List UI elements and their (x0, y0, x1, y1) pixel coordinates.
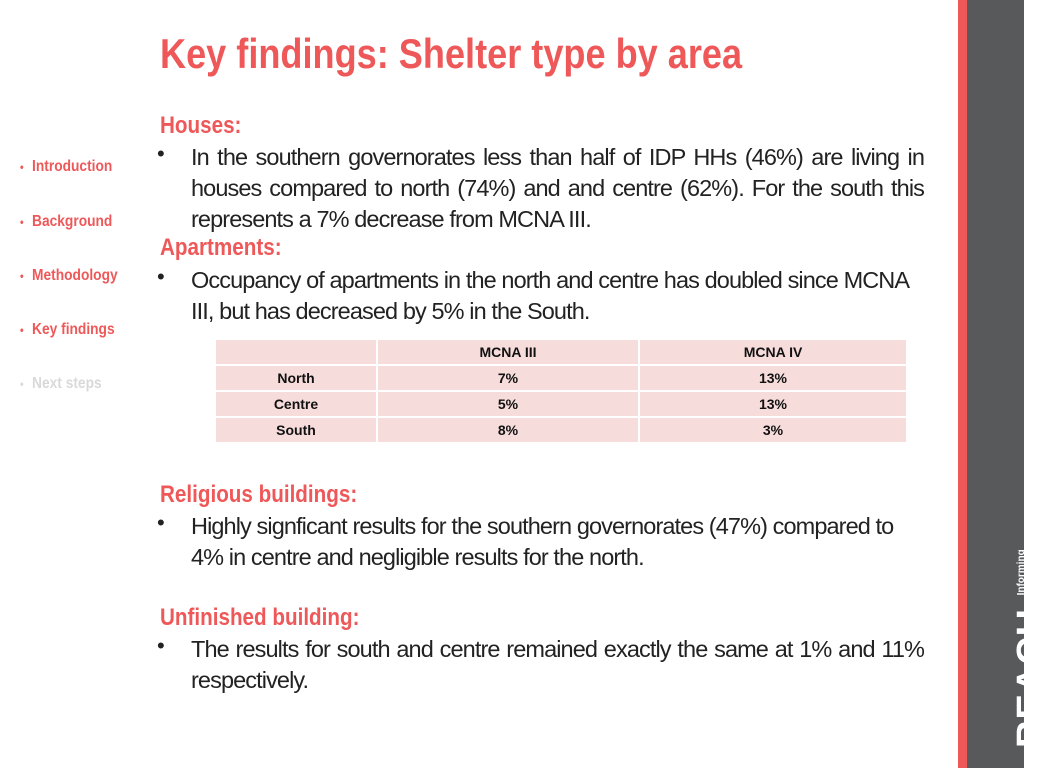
nav-item-label: Next steps (32, 375, 102, 392)
table-cell: 8% (378, 418, 638, 442)
logo-tagline (1017, 500, 1047, 595)
bullet-icon: • (157, 141, 165, 166)
nav-item-label: Introduction (32, 158, 113, 175)
houses-heading: Houses: (160, 112, 242, 139)
table-row (216, 418, 906, 442)
nav-item-label: Key findings (32, 321, 115, 338)
table-cell: North (216, 366, 376, 390)
religious-heading: Religious buildings: (160, 481, 358, 508)
table-row (216, 392, 906, 416)
table-cell: 7% (378, 366, 638, 390)
unfinished-bullet: The results for south and centre remained exactly the same at 1% and 11% respectively. (191, 636, 924, 693)
nav-item-key-findings[interactable] (20, 321, 115, 339)
table-header-cell: MCNA IV (640, 340, 906, 364)
table-cell: 5% (378, 392, 638, 416)
nav-item-background[interactable] (20, 213, 112, 231)
bullet-icon: • (157, 264, 165, 289)
tagline-line: humanitarian action (1035, 500, 1047, 596)
table-header-row (216, 340, 906, 364)
nav-item-methodology[interactable] (20, 267, 118, 285)
table-cell: 13% (640, 392, 906, 416)
page-title: Key findings: Shelter type by area (160, 30, 743, 77)
bullet-icon: • (20, 377, 24, 391)
table-row (216, 366, 906, 390)
bullet-icon: • (20, 160, 24, 174)
bullet-icon: • (20, 269, 24, 283)
apartments-heading: Apartments: (160, 234, 282, 261)
houses-bullet: In the southern governorates less than half of IDP HHs (46%) are living in houses compared to north (74%) and and centre (62%). For the south this represents a 7% decrease from MCNA III. (191, 144, 924, 232)
unfinished-heading: Unfinished building: (160, 604, 360, 631)
bullet-icon: • (157, 510, 165, 535)
bullet-icon: • (157, 633, 165, 658)
logo-word: REACH (1010, 607, 1052, 748)
religious-bullet: Highly signficant results for the southern governorates (47%) compared to 4% in centre and negligible results for the north. (191, 513, 894, 570)
reach-logo (1010, 500, 1053, 748)
bullet-icon: • (20, 323, 24, 337)
table-cell: South (216, 418, 376, 442)
table-cell: 13% (640, 366, 906, 390)
table-header-cell (216, 340, 376, 364)
nav-item-label: Background (32, 213, 113, 230)
brand-stripe (958, 0, 967, 768)
nav-item-next-steps[interactable] (20, 375, 102, 393)
table-header-cell: MCNA III (378, 340, 638, 364)
apartments-bullet: Occupancy of apartments in the north and centre has doubled since MCNA III, but has decreased by 5% in the South. (191, 267, 908, 324)
nav-item-introduction[interactable] (20, 158, 112, 176)
table-cell: 3% (640, 418, 906, 442)
tagline-line: Informing (1015, 549, 1027, 596)
nav-item-label: Methodology (32, 267, 118, 284)
table-cell: Centre (216, 392, 376, 416)
bullet-icon: • (20, 215, 24, 229)
apartments-change-table (214, 338, 908, 444)
tagline-line: more effective (1025, 527, 1037, 596)
